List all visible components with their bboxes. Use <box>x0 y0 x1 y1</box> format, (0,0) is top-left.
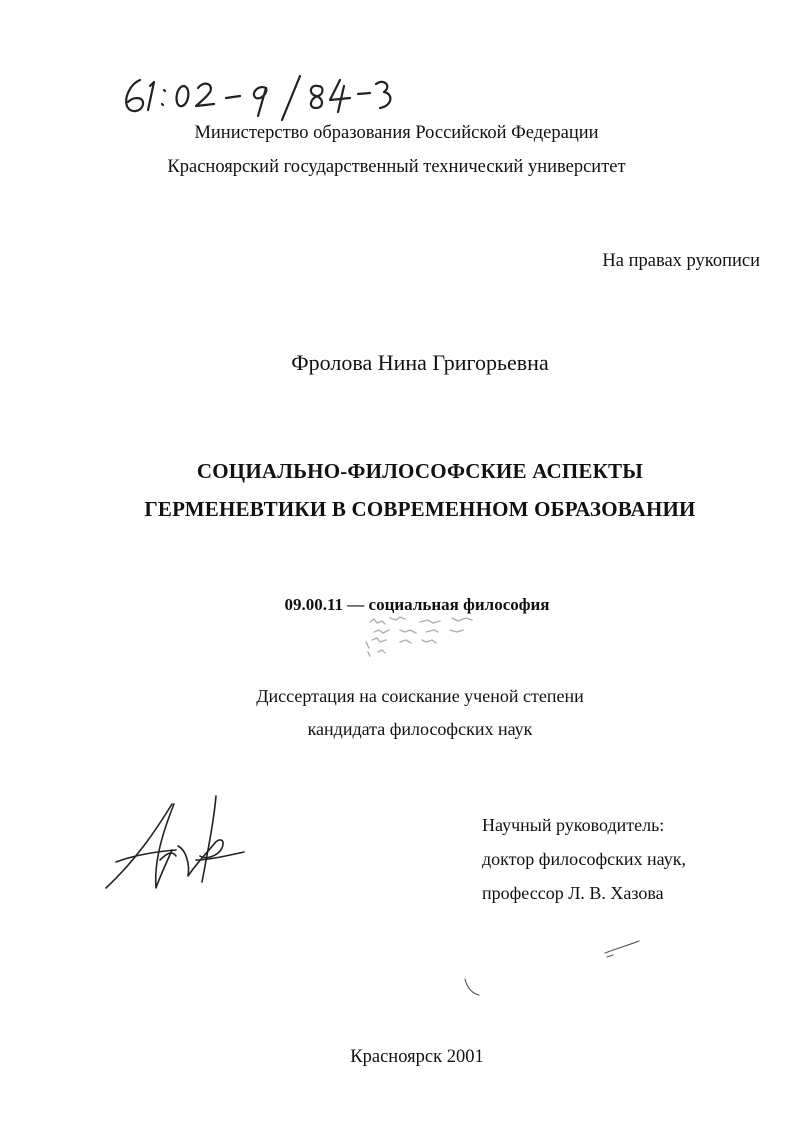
supervisor-degree: доктор философских наук, <box>482 849 686 869</box>
title-line-1: СОЦИАЛЬНО-ФИЛОСОФСКИЕ АСПЕКТЫ <box>196 459 644 483</box>
city-and-year: Красноярск 2001 <box>350 1047 484 1067</box>
title-line-2: ГЕРМЕНЕВТИКИ В СОВРЕМЕННОМ ОБРАЗОВАНИИ <box>144 497 696 521</box>
university-name: Красноярский государственный технический университет <box>167 157 626 177</box>
supervisor-name: профессор Л. В. Хазова <box>482 883 664 903</box>
author-name: Фролова Нина Григорьевна <box>291 350 549 375</box>
ministry-name: Министерство образования Российской Федерации <box>194 123 599 143</box>
manuscript-rights-note: На правах рукописи <box>602 251 760 271</box>
supervisor-block <box>482 808 762 910</box>
degree-statement <box>0 680 793 746</box>
degree-line-1: Диссертация на соискание ученой степени <box>256 686 584 706</box>
dissertation-title <box>0 452 793 528</box>
handwritten-signature <box>96 790 246 900</box>
handwritten-archive-code <box>118 64 478 124</box>
specialty-code: 09.00.11 — социальная философия <box>284 595 550 614</box>
stray-pen-marks <box>455 935 655 1005</box>
library-stamp <box>360 608 510 660</box>
supervisor-label: Научный руководитель: <box>482 815 665 835</box>
degree-line-2: кандидата философских наук <box>307 719 533 739</box>
